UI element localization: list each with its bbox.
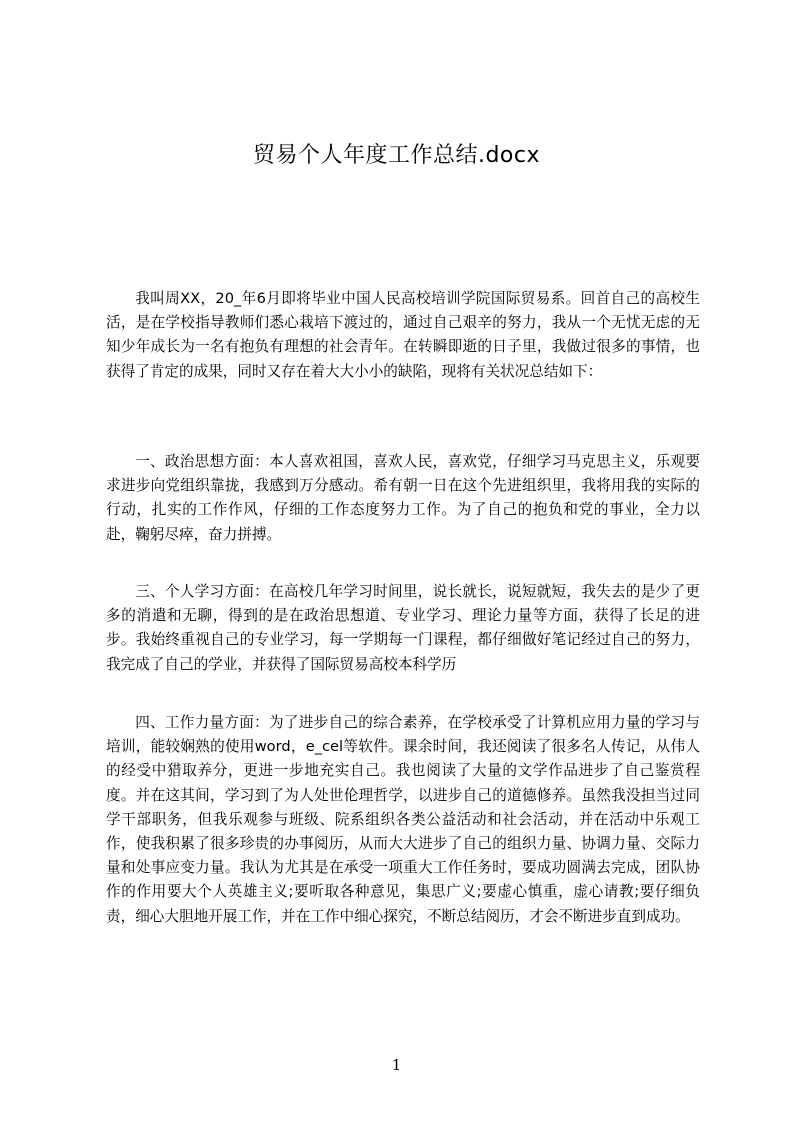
- paragraph-personal-study: 三、个人学习方面：在高校几年学习时间里，说长就长，说短就短，我失去的是少了更多的消遣和无聊，得到的是在政治思想道、专业学习、理论力量等方面，获得了长足的进步。我始终重视自己的专业学习，每一学期每一门课程，都仔细做好笔记经过自己的努力，我完成了自己的学业，并获得了国际贸易高校本科学历: [106, 583, 700, 673]
- paragraph-political-thought: 一、政治思想方面：本人喜欢祖国，喜欢人民，喜欢党，仔细学习马克思主义，乐观要求进步向党组织靠拢，我感到万分感动。希有朝一日在这个先进组织里，我将用我的实际的行动，扎实的工作作风，仔细的工作态度努力工作。为了自己的抱负和党的事业，全力以赴，鞠躬尽瘁，奋力拼搏。: [106, 453, 700, 543]
- paragraph-work-ability: 四、工作力量方面：为了进步自己的综合素养，在学校承受了计算机应用力量的学习与培训，能较娴熟的使用word，e_cel等软件。课余时间，我还阅读了很多名人传记，从伟人的经受中猎取养分，更进一步地充实自己。我也阅读了大量的文学作品进步了自己鉴赏程度。并在这其间，学习到了为人处世伦理哲学，以进步自己的道德修养。虽然我没担当过同学干部职务，但我乐观参与班级、院系组织各类公益活动和社会活动，并在活动中乐观工作，使我积累了很多珍贵的办事阅历，从而大大进步了自己的组织力量、协调力量、交际力量和处事应变力量。我认为尤其是在承受一项重大工作任务时，要成功圆满去完成，团队协作的作用要大个人英雄主义;要听取各种意见，集思广义;要虚心慎重，虚心请教;要仔细负责，细心大胆地开展工作，并在工作中细心探究，不断总结阅历，才会不断进步直到成功。: [106, 714, 700, 925]
- document-title: 贸易个人年度工作总结.docx: [252, 143, 541, 168]
- page-number: 1: [391, 1056, 402, 1074]
- paragraph-introduction: 我叫周XX，20_年6月即将毕业中国人民高校培训学院国际贸易系。回首自己的高校生活，是在学校指导教师们悉心栽培下渡过的，通过自己艰辛的努力，我从一个无忧无虑的无知少年成长为一名有抱负有理想的社会青年。在转瞬即逝的日子里，我做过很多的事情，也获得了肯定的成果，同时又存在着大大小小的缺陷，现将有关状况总结如下：: [106, 290, 700, 380]
